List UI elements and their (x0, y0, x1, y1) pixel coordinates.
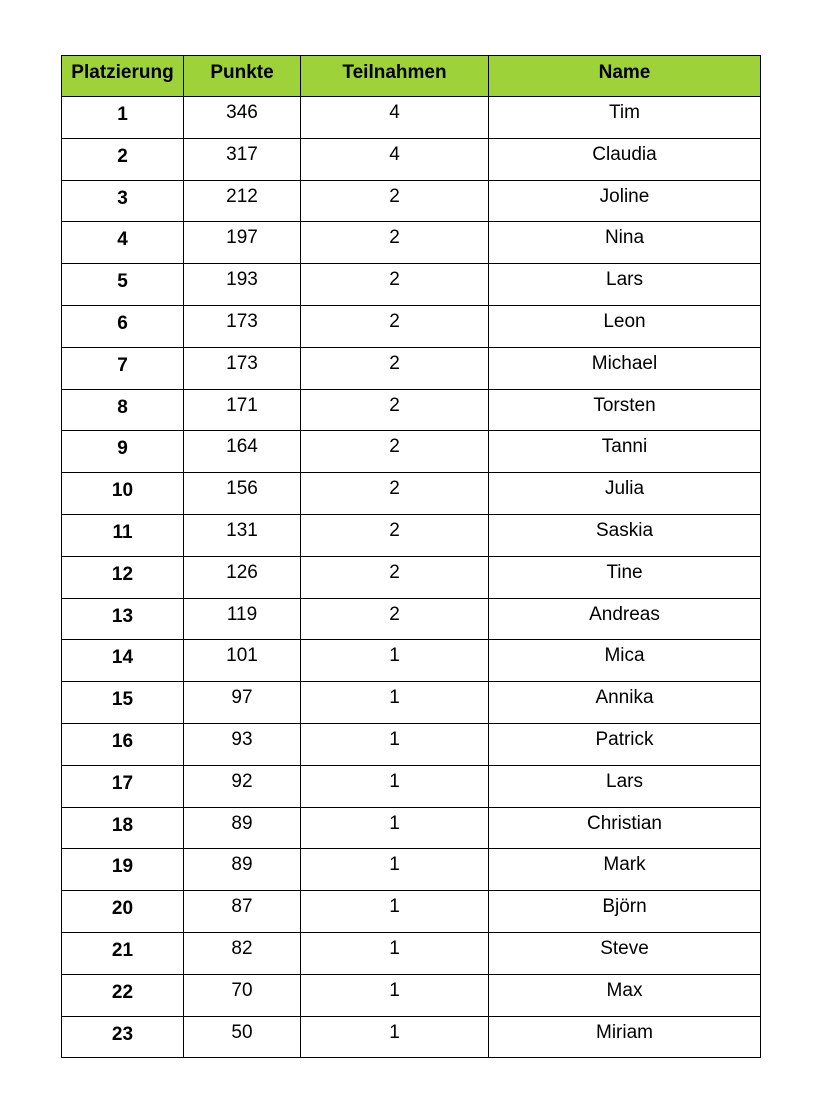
rank-cell: 3 (62, 180, 184, 222)
name-cell: Tine (489, 556, 761, 598)
participations-cell: 1 (301, 849, 489, 891)
table-row (62, 891, 761, 933)
table-row (62, 598, 761, 640)
points-cell: 89 (184, 807, 301, 849)
points-cell: 89 (184, 849, 301, 891)
participations-cell: 1 (301, 807, 489, 849)
table-row (62, 765, 761, 807)
rank-cell: 15 (62, 682, 184, 724)
name-cell: Michael (489, 347, 761, 389)
name-cell: Steve (489, 932, 761, 974)
table-row (62, 723, 761, 765)
participations-cell: 1 (301, 682, 489, 724)
rank-cell: 10 (62, 473, 184, 515)
participations-cell: 2 (301, 431, 489, 473)
points-cell: 193 (184, 264, 301, 306)
table-row (62, 431, 761, 473)
table-header-row (62, 56, 761, 97)
rank-cell: 13 (62, 598, 184, 640)
table-row (62, 1016, 761, 1058)
ranking-table (61, 55, 761, 1058)
name-cell: Julia (489, 473, 761, 515)
column-header-teilnahmen: Teilnahmen (301, 56, 489, 97)
table-row (62, 640, 761, 682)
name-cell: Björn (489, 891, 761, 933)
points-cell: 119 (184, 598, 301, 640)
rank-cell: 6 (62, 305, 184, 347)
points-cell: 346 (184, 97, 301, 139)
table-row (62, 347, 761, 389)
participations-cell: 1 (301, 891, 489, 933)
participations-cell: 2 (301, 473, 489, 515)
rank-cell: 14 (62, 640, 184, 682)
name-cell: Lars (489, 765, 761, 807)
participations-cell: 2 (301, 264, 489, 306)
table-row (62, 932, 761, 974)
participations-cell: 2 (301, 305, 489, 347)
table-row (62, 556, 761, 598)
points-cell: 212 (184, 180, 301, 222)
name-cell: Saskia (489, 514, 761, 556)
points-cell: 87 (184, 891, 301, 933)
table-row (62, 514, 761, 556)
participations-cell: 2 (301, 347, 489, 389)
points-cell: 126 (184, 556, 301, 598)
points-cell: 173 (184, 305, 301, 347)
participations-cell: 2 (301, 180, 489, 222)
table-row (62, 682, 761, 724)
name-cell: Mark (489, 849, 761, 891)
table-row (62, 97, 761, 139)
table-row (62, 389, 761, 431)
rank-cell: 22 (62, 974, 184, 1016)
participations-cell: 1 (301, 723, 489, 765)
column-header-platzierung: Platzierung (62, 56, 184, 97)
table-body (62, 97, 761, 1058)
table-row (62, 807, 761, 849)
name-cell: Andreas (489, 598, 761, 640)
participations-cell: 4 (301, 138, 489, 180)
rank-cell: 21 (62, 932, 184, 974)
rank-cell: 8 (62, 389, 184, 431)
points-cell: 197 (184, 222, 301, 264)
points-cell: 171 (184, 389, 301, 431)
rank-cell: 16 (62, 723, 184, 765)
table-row (62, 974, 761, 1016)
rank-cell: 2 (62, 138, 184, 180)
participations-cell: 1 (301, 932, 489, 974)
participations-cell: 2 (301, 556, 489, 598)
participations-cell: 2 (301, 514, 489, 556)
name-cell: Annika (489, 682, 761, 724)
rank-cell: 1 (62, 97, 184, 139)
participations-cell: 1 (301, 974, 489, 1016)
points-cell: 101 (184, 640, 301, 682)
participations-cell: 2 (301, 598, 489, 640)
name-cell: Miriam (489, 1016, 761, 1058)
points-cell: 156 (184, 473, 301, 515)
table-row (62, 849, 761, 891)
rank-cell: 11 (62, 514, 184, 556)
points-cell: 50 (184, 1016, 301, 1058)
participations-cell: 1 (301, 640, 489, 682)
table-row (62, 138, 761, 180)
name-cell: Tanni (489, 431, 761, 473)
table-row (62, 180, 761, 222)
points-cell: 93 (184, 723, 301, 765)
name-cell: Claudia (489, 138, 761, 180)
name-cell: Christian (489, 807, 761, 849)
participations-cell: 2 (301, 222, 489, 264)
rank-cell: 9 (62, 431, 184, 473)
points-cell: 92 (184, 765, 301, 807)
column-header-punkte: Punkte (184, 56, 301, 97)
rank-cell: 20 (62, 891, 184, 933)
rank-cell: 12 (62, 556, 184, 598)
name-cell: Max (489, 974, 761, 1016)
rank-cell: 17 (62, 765, 184, 807)
column-header-name: Name (489, 56, 761, 97)
name-cell: Mica (489, 640, 761, 682)
rank-cell: 7 (62, 347, 184, 389)
points-cell: 173 (184, 347, 301, 389)
rank-cell: 19 (62, 849, 184, 891)
table-row (62, 264, 761, 306)
participations-cell: 1 (301, 765, 489, 807)
table-row (62, 305, 761, 347)
name-cell: Joline (489, 180, 761, 222)
points-cell: 317 (184, 138, 301, 180)
name-cell: Patrick (489, 723, 761, 765)
name-cell: Nina (489, 222, 761, 264)
rank-cell: 18 (62, 807, 184, 849)
table-row (62, 222, 761, 264)
points-cell: 131 (184, 514, 301, 556)
points-cell: 97 (184, 682, 301, 724)
rank-cell: 23 (62, 1016, 184, 1058)
name-cell: Leon (489, 305, 761, 347)
points-cell: 82 (184, 932, 301, 974)
rank-cell: 4 (62, 222, 184, 264)
name-cell: Lars (489, 264, 761, 306)
name-cell: Tim (489, 97, 761, 139)
participations-cell: 4 (301, 97, 489, 139)
rank-cell: 5 (62, 264, 184, 306)
participations-cell: 2 (301, 389, 489, 431)
points-cell: 164 (184, 431, 301, 473)
table-row (62, 473, 761, 515)
points-cell: 70 (184, 974, 301, 1016)
participations-cell: 1 (301, 1016, 489, 1058)
name-cell: Torsten (489, 389, 761, 431)
